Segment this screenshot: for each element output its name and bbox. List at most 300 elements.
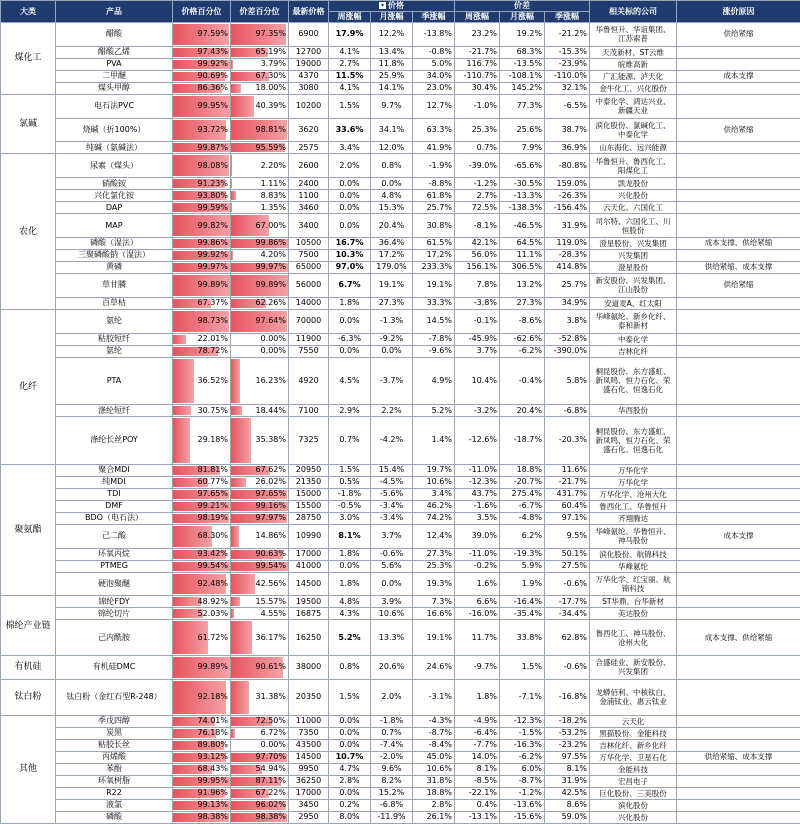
header-category[interactable]: 大类 [1,1,56,23]
spread-monthly-change: -18.7% [500,417,545,465]
product-name: 兴化氯化铵 [56,190,173,202]
spread-monthly-change: -6.7% [500,500,545,512]
related-companies: 宏昌电子 [590,775,677,787]
table-row[interactable] [1,524,800,548]
price-weekly-change: 6.7% [329,273,371,297]
price-percentile [173,23,231,47]
price-percentile [173,154,231,178]
latest-price: 3460 [289,202,329,214]
spread-monthly-change: -62.6% [500,333,545,345]
header-spread-group[interactable]: 价差 [455,1,590,12]
price-percentile-value: 93.72% [175,125,228,135]
latest-price: 7550 [289,345,329,357]
table-row[interactable] [1,608,800,620]
spread-monthly-change: 306.5% [500,261,545,273]
spread-percentile [231,608,289,620]
table-row[interactable] [1,142,800,154]
table-row[interactable] [1,656,800,680]
table-header [1,1,800,23]
spread-quarterly-change: 60.4% [545,500,590,512]
table-row[interactable] [1,488,800,500]
spread-percentile-value: 98.38% [233,812,286,822]
spread-quarterly-change: 50.1% [545,548,590,560]
header-spread-monthly[interactable]: 月涨幅 [500,12,545,23]
spread-percentile-value: 18.44% [233,406,286,416]
latest-price: 9950 [289,763,329,775]
spread-percentile-value: 87.11% [233,776,286,786]
table-row[interactable] [1,417,800,465]
related-companies: 吉林化纤 [590,345,677,357]
table-row[interactable] [1,23,800,47]
related-companies: 吉林化纤、新乡化纤 [590,739,677,751]
spread-percentile-value: 0.00% [233,740,286,750]
spread-percentile [231,70,289,82]
price-percentile [173,620,231,656]
spread-percentile [231,727,289,739]
header-spread-weekly[interactable]: 周涨幅 [455,12,500,23]
table-row[interactable] [1,787,800,799]
spread-percentile [231,154,289,178]
table-row[interactable] [1,620,800,656]
table-row[interactable] [1,154,800,178]
price-quarterly-change: 4.9% [413,357,455,405]
latest-price: 11900 [289,333,329,345]
table-row[interactable] [1,178,800,190]
price-percentile-value: 93.12% [175,752,228,762]
price-quarterly-change: 2.8% [413,799,455,811]
price-percentile-value: 90.69% [175,71,228,81]
header-companies[interactable]: 相关标的公司 [590,1,677,23]
latest-price: 19500 [289,596,329,608]
related-companies: 司尔特、六国化工、川恒股份 [590,214,677,238]
spread-quarterly-change: 32.1% [545,82,590,94]
latest-price: 14000 [289,297,329,309]
price-monthly-change: 34.1% [371,118,413,142]
spread-percentile [231,679,289,715]
price-percentile-value: 98.73% [175,316,228,326]
price-percentile [173,488,231,500]
price-monthly-change: 11.8% [371,58,413,70]
price-percentile-value: 93.80% [175,191,228,201]
table-row[interactable] [1,345,800,357]
header-latest-price[interactable]: 最新价格 [289,1,329,23]
table-row[interactable] [1,811,800,823]
price-quarterly-change: 41.9% [413,142,455,154]
related-companies: 中泰化学、鸿达兴业、新疆天业 [590,94,677,118]
price-monthly-change: 0.8% [371,154,413,178]
price-monthly-change: 3.9% [371,596,413,608]
price-rise-reason [677,500,800,512]
price-quarterly-change: 5.0% [413,58,455,70]
latest-price: 17000 [289,787,329,799]
price-monthly-change: -11.9% [371,811,413,823]
table-row[interactable] [1,249,800,261]
spread-percentile [231,273,289,297]
related-companies: 兴化股份 [590,811,677,823]
spread-weekly-change: 1.6% [455,572,500,596]
price-quarterly-change: 12.4% [413,524,455,548]
price-quarterly-change: 33.3% [413,297,455,309]
spread-percentile-value: 15.57% [233,597,286,607]
price-percentile [173,608,231,620]
product-name: 黄磷 [56,261,173,273]
spread-monthly-change: 77.3% [500,94,545,118]
spread-percentile [231,596,289,608]
price-monthly-change: 15.3% [371,202,413,214]
table-row[interactable] [1,476,800,488]
spread-percentile [231,82,289,94]
latest-price: 16250 [289,620,329,656]
spread-quarterly-change: 431.7% [545,488,590,500]
price-percentile [173,214,231,238]
related-companies: 金牛化工、兴化股份 [590,82,677,94]
spread-percentile-value: 97.64% [233,316,286,326]
price-quarterly-change: 5.2% [413,405,455,417]
price-quarterly-change: 45.0% [413,751,455,763]
product-name: 三聚磷酸钠（湿法） [56,249,173,261]
spread-monthly-change: -13.3% [500,190,545,202]
spread-monthly-change: -138.3% [500,202,545,214]
price-percentile-value: 22.01% [175,334,228,344]
table-row[interactable] [1,751,800,763]
price-weekly-change: 1.5% [329,94,371,118]
spread-weekly-change: -22.1% [455,787,500,799]
spread-percentile-value: 62.26% [233,298,286,308]
price-weekly-change: 33.6% [329,118,371,142]
price-quarterly-change: 1.4% [413,417,455,465]
spread-monthly-change: -35.4% [500,608,545,620]
table-row[interactable] [1,237,800,249]
product-name: TDI [56,488,173,500]
filter-dropdown-icon[interactable]: ▾ [379,2,386,9]
header-reason[interactable]: 涨价原因 [677,1,800,23]
price-percentile-value: 91.23% [175,179,228,189]
price-weekly-change: 0.2% [329,799,371,811]
price-weekly-change: 0.0% [329,202,371,214]
price-percentile [173,46,231,58]
table-row[interactable] [1,309,800,333]
spread-quarterly-change: -110.0% [545,70,590,82]
table-row[interactable] [1,715,800,727]
header-price-quarterly[interactable]: 季涨幅 [413,12,455,23]
table-row[interactable] [1,775,800,787]
table-row[interactable] [1,799,800,811]
spread-percentile-value: 3.79% [233,59,286,69]
spread-percentile-value: 67.30% [233,71,286,81]
spread-percentile-value: 99.97% [233,262,286,272]
category-cell: 棉纶产业链 [1,596,56,656]
price-rise-reason [677,297,800,309]
spread-quarterly-change: 159.0% [545,178,590,190]
latest-price: 7100 [289,405,329,417]
spread-weekly-change: -4.9% [455,715,500,727]
product-name: 苯酚 [56,763,173,775]
spread-quarterly-change: 31.9% [545,775,590,787]
table-row[interactable] [1,679,800,715]
spread-monthly-change: 20.4% [500,405,545,417]
spread-quarterly-change: 31.9% [545,214,590,238]
product-name: 电石法PVC [56,94,173,118]
spread-monthly-change: -8.6% [500,309,545,333]
spread-weekly-change: 3.5% [455,512,500,524]
price-monthly-change: 13.4% [371,46,413,58]
spread-monthly-change: -13.6% [500,799,545,811]
price-rise-reason: 成本支撑、供给紧缩 [677,620,800,656]
table-row[interactable] [1,464,800,476]
spread-percentile-value: 8.83% [233,191,286,201]
product-name: 锦纶FDY [56,596,173,608]
spread-quarterly-change: -52.8% [545,333,590,345]
price-monthly-change: -9.2% [371,333,413,345]
product-name: 粘胶短纤 [56,333,173,345]
table-row[interactable] [1,548,800,560]
spread-percentile [231,656,289,680]
price-percentile [173,572,231,596]
price-rise-reason [677,178,800,190]
price-rise-reason [677,787,800,799]
spread-percentile-value: 18.00% [233,83,286,93]
price-rise-reason [677,405,800,417]
price-rise-reason: 成本支撑、供给紧缩 [677,237,800,249]
price-monthly-change: 5.6% [371,560,413,572]
spread-quarterly-change: 3.8% [545,309,590,333]
table-row[interactable] [1,297,800,309]
table-row[interactable] [1,727,800,739]
price-rise-reason [677,560,800,572]
price-percentile-value: 86.36% [175,83,228,93]
price-rise-reason [677,309,800,333]
price-rise-reason [677,46,800,58]
price-rise-reason [677,763,800,775]
spread-monthly-change: 1.9% [500,572,545,596]
price-weekly-change: 0.0% [329,715,371,727]
spread-percentile-value: 65.19% [233,47,286,57]
related-companies: 天茂新材、ST云维 [590,46,677,58]
price-weekly-change: 1.8% [329,548,371,560]
table-row[interactable] [1,405,800,417]
price-percentile-value: 99.89% [175,662,228,672]
table-row[interactable] [1,572,800,596]
spread-percentile [231,572,289,596]
table-row[interactable] [1,70,800,82]
table-row[interactable] [1,58,800,70]
price-monthly-change: 27.3% [371,297,413,309]
spread-weekly-change: 72.5% [455,202,500,214]
price-percentile-value: 99.54% [175,561,228,571]
table-row[interactable] [1,333,800,345]
latest-price: 4920 [289,357,329,405]
header-price-percentile[interactable]: 价格百分位 [173,1,231,23]
table-row[interactable] [1,763,800,775]
price-rise-reason: 成本支撑 [677,524,800,548]
spread-monthly-change: -108.1% [500,70,545,82]
price-rise-reason [677,345,800,357]
price-percentile [173,596,231,608]
price-weekly-change: 1.5% [329,679,371,715]
price-percentile [173,309,231,333]
price-quarterly-change: 7.3% [413,596,455,608]
category-cell: 煤化工 [1,23,56,95]
spread-quarterly-change: 38.7% [545,118,590,142]
price-rise-reason [677,142,800,154]
spread-percentile [231,548,289,560]
product-name: 纯MDI [56,476,173,488]
related-companies: 黑猫股份、金能科技 [590,727,677,739]
spread-weekly-change: 0.7% [455,142,500,154]
table-row[interactable] [1,94,800,118]
price-quarterly-change: 3.4% [413,488,455,500]
spread-quarterly-change: -23.2% [545,739,590,751]
category-cell: 化纤 [1,309,56,464]
price-weekly-change: 0.0% [329,178,371,190]
price-quarterly-change: -9.6% [413,345,455,357]
spread-percentile [231,715,289,727]
price-quarterly-change: 27.3% [413,548,455,560]
table-row[interactable] [1,739,800,751]
spread-monthly-change: -16.4% [500,596,545,608]
price-quarterly-change: 12.7% [413,94,455,118]
price-monthly-change: 4.8% [371,190,413,202]
spread-percentile [231,775,289,787]
price-percentile-value: 97.43% [175,47,228,57]
table-row[interactable] [1,82,800,94]
spread-quarterly-change: -6.8% [545,405,590,417]
product-name: PTA [56,357,173,405]
price-percentile-value: 68.43% [175,764,228,774]
related-companies: 澄星股份 [590,261,677,273]
price-quarterly-change: 24.6% [413,656,455,680]
price-monthly-change: 0.0% [371,178,413,190]
table-row[interactable] [1,118,800,142]
price-weekly-change: 97.0% [329,261,371,273]
price-percentile [173,190,231,202]
spread-weekly-change: 156.1% [455,261,500,273]
header-spread-percentile[interactable]: 价差百分位 [231,1,289,23]
spread-percentile [231,261,289,273]
price-weekly-change: 0.5% [329,476,371,488]
price-weekly-change: 10.7% [329,751,371,763]
spread-monthly-change: -16.3% [500,739,545,751]
price-percentile [173,417,231,465]
spread-quarterly-change: 414.8% [545,261,590,273]
latest-price: 41000 [289,560,329,572]
spread-monthly-change: -15.6% [500,811,545,823]
spread-monthly-change: -4.8% [500,512,545,524]
price-percentile [173,118,231,142]
table-row[interactable] [1,560,800,572]
spread-percentile-value: 14.86% [233,531,286,541]
spread-percentile-value: 97.70% [233,752,286,762]
latest-price: 36250 [289,775,329,787]
table-row[interactable] [1,273,800,297]
table-row[interactable] [1,46,800,58]
spread-weekly-change: -1.2% [455,178,500,190]
latest-price: 14500 [289,751,329,763]
product-name: 醋酸乙烯 [56,46,173,58]
table-row[interactable] [1,357,800,405]
table-row[interactable] [1,596,800,608]
related-companies: 滨化股份、航锦科技 [590,548,677,560]
header-price-weekly[interactable]: 周涨幅 [329,12,371,23]
related-companies: 巨化股份、三美股份 [590,787,677,799]
spread-percentile-value: 97.97% [233,513,286,523]
table-row[interactable] [1,261,800,273]
product-name: DMF [56,500,173,512]
price-percentile [173,333,231,345]
spread-monthly-change: 5.9% [500,560,545,572]
spread-quarterly-change: 8.1% [545,763,590,775]
spread-weekly-change: 14.0% [455,751,500,763]
price-weekly-change: 3.0% [329,512,371,524]
price-percentile [173,560,231,572]
spread-weekly-change: -39.0% [455,154,500,178]
header-price-monthly[interactable]: 月涨幅 [371,12,413,23]
price-monthly-change: -3.4% [371,500,413,512]
related-companies: 万华化学、红宝丽、航锦科技 [590,572,677,596]
price-monthly-change: -1.8% [371,715,413,727]
product-name: 己二酸 [56,524,173,548]
spread-percentile [231,23,289,47]
price-rise-reason [677,417,800,465]
header-spread-quarterly[interactable]: 季涨幅 [545,12,590,23]
spread-percentile [231,739,289,751]
spread-monthly-change: 68.3% [500,46,545,58]
spread-weekly-change: 6.6% [455,596,500,608]
price-rise-reason [677,512,800,524]
spread-weekly-change: -1.6% [455,500,500,512]
price-percentile-value: 91.96% [175,788,228,798]
price-rise-reason [677,214,800,238]
price-rise-reason [677,154,800,178]
table-row[interactable] [1,214,800,238]
price-weekly-change: 0.0% [329,560,371,572]
spread-percentile-value: 26.02% [233,477,286,487]
price-monthly-change: -1.3% [371,309,413,333]
price-quarterly-change: 30.8% [413,214,455,238]
table-row[interactable] [1,500,800,512]
related-companies: 安道麦A、红太阳 [590,297,677,309]
price-quarterly-change: 34.0% [413,70,455,82]
product-name: 醋酸 [56,23,173,47]
price-percentile-value: 92.48% [175,579,228,589]
price-weekly-change: 0.0% [329,727,371,739]
spread-weekly-change: 23.2% [455,23,500,47]
product-name: 涤纶短纤 [56,405,173,417]
latest-price: 20950 [289,464,329,476]
price-quarterly-change: 14.5% [413,309,455,333]
price-monthly-change: -5.6% [371,488,413,500]
table-row[interactable] [1,190,800,202]
category-cell: 聚氨酯 [1,464,56,596]
table-row[interactable] [1,512,800,524]
header-price-group[interactable] [329,1,455,12]
price-monthly-change: 0.7% [371,727,413,739]
price-weekly-change: 4.5% [329,357,371,405]
spread-percentile-value: 0.00% [233,346,286,356]
price-percentile [173,357,231,405]
latest-price: 2575 [289,142,329,154]
latest-price: 12700 [289,46,329,58]
price-rise-reason [677,58,800,70]
price-weekly-change: 1.8% [329,297,371,309]
price-percentile-value: 92.18% [175,692,228,702]
header-product[interactable]: 产品 [56,1,173,23]
price-weekly-change: 0.0% [329,309,371,333]
table-row[interactable] [1,202,800,214]
price-monthly-change: 12.0% [371,142,413,154]
spread-quarterly-change: -15.3% [545,46,590,58]
spread-percentile [231,237,289,249]
